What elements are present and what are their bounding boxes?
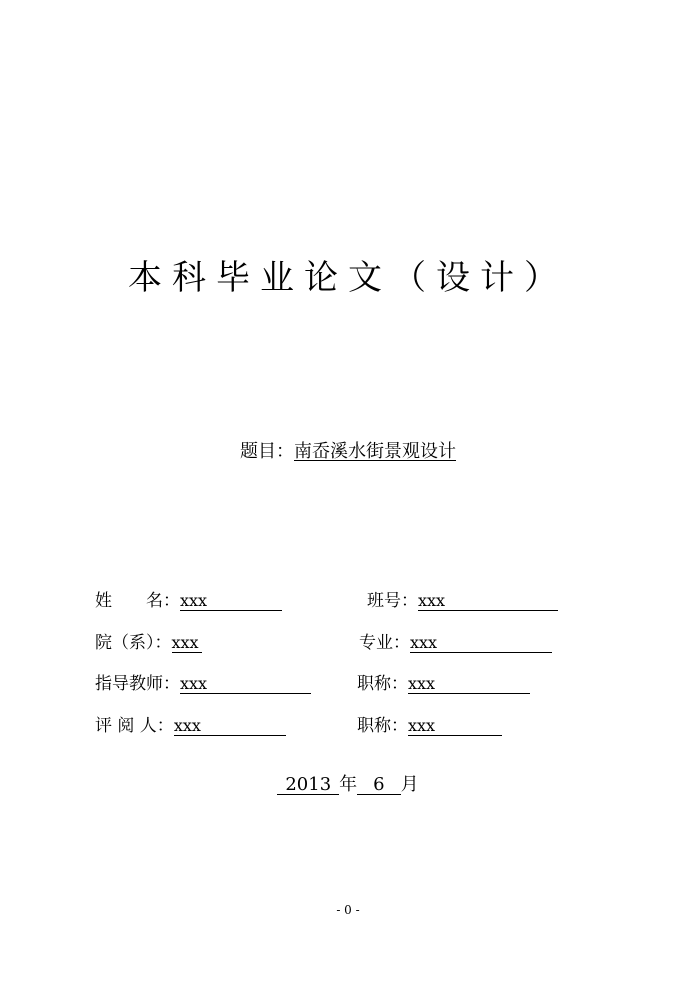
date-month-unit: 月 (400, 774, 419, 795)
department-value: xxx (172, 634, 202, 653)
department-label: 院（系）： (95, 633, 172, 653)
class-no-value: xxx (418, 592, 558, 611)
advisor-title-field (357, 669, 530, 694)
date-year: 2013 (277, 776, 339, 795)
major-label: 专业： (359, 633, 410, 653)
major-value: xxx (410, 634, 552, 653)
reviewer-field (95, 711, 286, 736)
advisor-title-label: 职称： (357, 674, 408, 694)
name-field (95, 586, 282, 611)
class-no-label: 班号： (367, 591, 418, 611)
date-year-unit: 年 (339, 774, 358, 795)
advisor-value: xxx (180, 675, 311, 694)
thesis-title: 本科毕业论文（设计） (128, 258, 568, 298)
thesis-date (0, 770, 696, 796)
reviewer-label: 评 阅 人： (95, 716, 174, 736)
reviewer-title-field (357, 711, 502, 736)
reviewer-title-label: 职称： (357, 716, 408, 736)
advisor-label: 指导教师： (95, 674, 180, 694)
department-field (95, 628, 202, 653)
reviewer-title-value: xxx (408, 717, 502, 736)
date-month: 6 (357, 776, 400, 795)
reviewer-value: xxx (174, 717, 286, 736)
advisor-field (95, 669, 311, 694)
subject-label: 题目： (240, 441, 294, 462)
advisor-title-value: xxx (408, 675, 530, 694)
page-number: - 0 - (336, 903, 360, 917)
name-value: xxx (180, 592, 282, 611)
class-no-field (367, 586, 558, 611)
major-field (359, 628, 552, 653)
name-label: 姓 名： (95, 591, 180, 611)
thesis-subject (0, 437, 696, 463)
subject-value: 南岙溪水街景观设计 (294, 441, 456, 462)
